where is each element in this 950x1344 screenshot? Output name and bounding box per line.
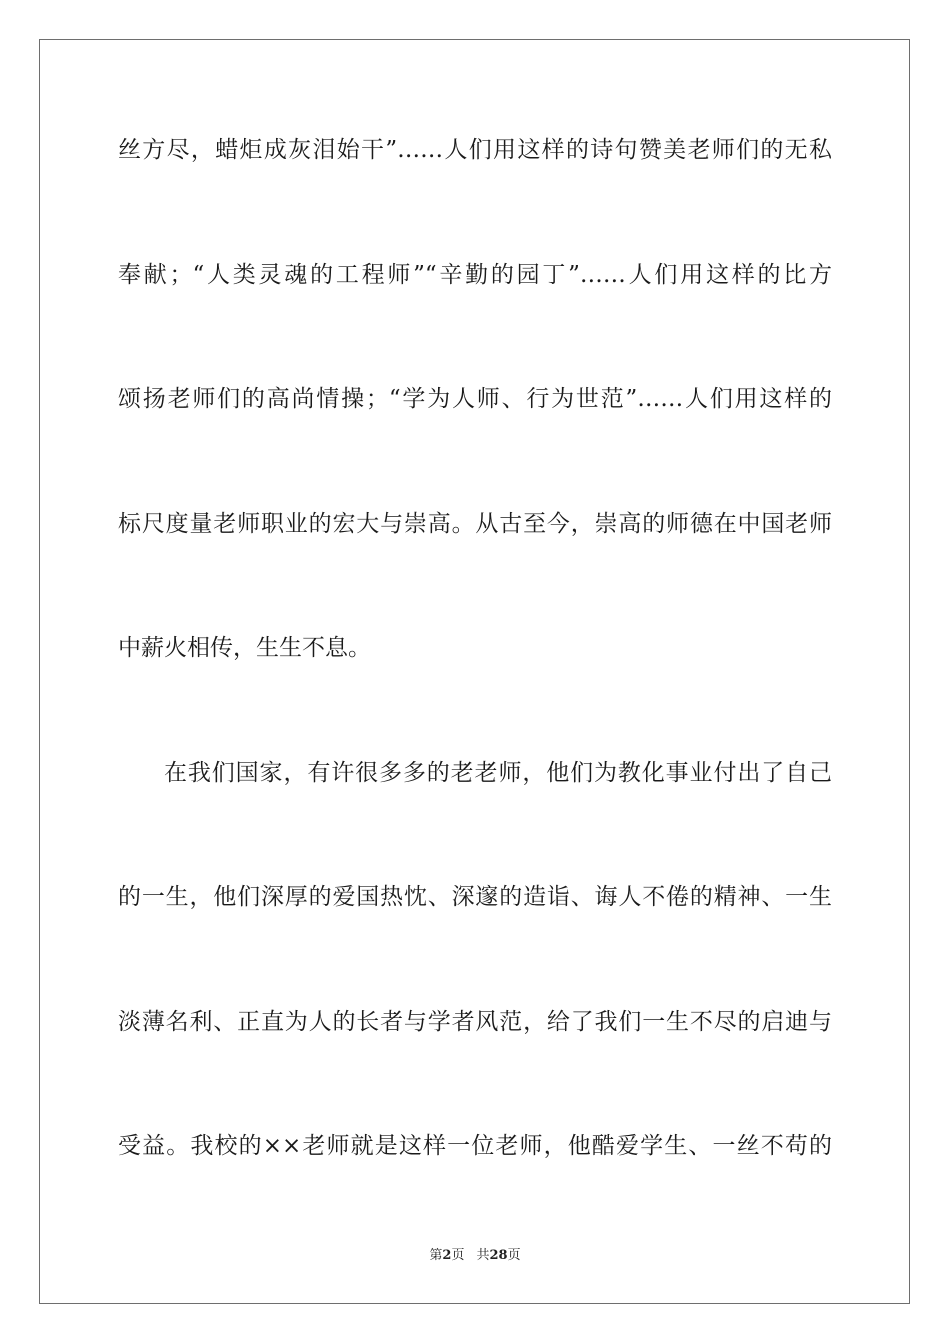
total-suffix: 页 <box>507 1248 521 1263</box>
page-footer <box>0 1247 950 1265</box>
paragraph-line-7: 的一生，他们深厚的爱国热忱、深邃的造诣、诲人不倦的精神、一生 <box>118 884 832 910</box>
paragraph-line-2: 奉献；“人类灵魂的工程师”“辛勤的园丁”……人们用这样的比方 <box>118 262 832 288</box>
page-prefix: 第 <box>429 1248 443 1263</box>
paragraph-line-3: 颂扬老师们的高尚情操；“学为人师、行为世范”……人们用这样的 <box>118 386 832 412</box>
total-pages: 28 <box>489 1248 508 1263</box>
paragraph-line-1: 丝方尽，蜡炬成灰泪始干”……人们用这样的诗句赞美老师们的无私 <box>118 137 832 163</box>
paragraph-line-8: 淡薄名利、正直为人的长者与学者风范，给了我们一生不尽的启迪与 <box>118 1009 832 1035</box>
paragraph-line-5: 中薪火相传，生生不息。 <box>118 635 371 661</box>
page-number: 2 <box>442 1248 452 1263</box>
total-prefix: 共 <box>476 1248 490 1263</box>
paragraph-line-9: 受益。我校的××老师就是这样一位老师，他酷爱学生、一丝不苟的 <box>118 1133 832 1159</box>
paragraph-line-6: 在我们国家，有许很多多的老老师，他们为教化事业付出了自己 <box>164 760 832 786</box>
page-suffix: 页 <box>451 1248 465 1263</box>
page-border <box>39 39 910 1304</box>
paragraph-line-4: 标尺度量老师职业的宏大与崇高。从古至今，崇高的师德在中国老师 <box>118 511 832 537</box>
